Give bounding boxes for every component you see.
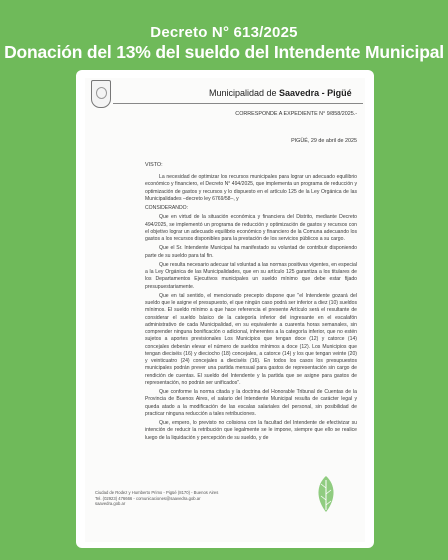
paragraph: Que conforme la norma citada y la doctrina del Honorable Tribunal de Cuentas de la Provincia de Buenos Aires, el salario del Intendente Municipal resulta de carácter legal y queda atado a la modificación de las escalas salariales del personal, sin posibilidad de practicar ninguna reducción a tales retribuciones.	[145, 389, 357, 417]
municipality-name: Saavedra - Pigüé	[279, 88, 352, 98]
paragraph: La necesidad de optimizar los recursos municipales para lograr un adecuado equilibrio económico y financiero, el Decreto N° 494/2025, que implementa un programa de reducción y optimización de gastos y recursos y lo dispuesto en el artículo 125 de la Ley Orgánica de las Municipalidades –decreto ley 6769/58–, y	[145, 174, 357, 202]
expediente-reference: CORRESPONDE A EXPEDIENTE N° 9/858/2025.-	[235, 111, 357, 117]
footer-website: saavedra.gob.ar	[95, 501, 126, 507]
footer-address: Ciudad de Rodez y Humberto Primo - Pigüé (8170) - Buenos Aires	[95, 490, 219, 495]
municipal-crest-icon	[91, 80, 111, 108]
document-footer	[95, 490, 275, 507]
municipality-title	[209, 88, 352, 98]
paragraph: Que, empero, lo previsto no colisiona con la facultad del Intendente de efectivizar su intención de reducir la retribución que legalmente se le impone, siempre que ello se realice luego de la liquidación y percepción de su sueldo, y de	[145, 420, 357, 441]
footer-contact: Tel. (02923) 476666 - comunicaciones@saavedra.gob.ar	[95, 495, 201, 501]
considerando-label: CONSIDERANDO:	[145, 205, 189, 211]
document-date: PIGÜÉ, 29 de abril de 2025	[291, 138, 357, 144]
document-body	[145, 174, 357, 444]
headline: Donación del 13% del sueldo del Intendente Municipal	[4, 42, 444, 62]
paragraph: Que el Sr. Intendente Municipal ha manifestado su voluntad de contribuir disponiendo parte de su sueldo para tal fin.	[145, 245, 357, 259]
document-sheet	[85, 78, 365, 542]
leaf-icon	[313, 474, 339, 514]
municipality-prefix: Municipalidad de	[209, 88, 280, 98]
decree-number: Decreto N° 613/2025	[150, 24, 298, 41]
paragraph: Que en tal sentido, el mencionado precepto dispone que "el Intendente gozará del sueldo que le asigne el presupuesto, el que ningún caso podrá ser inferior a diez (10) sueldos mínimos. El sueldo mínimo a que hace referencia el presente Artículo será el resultante de considerar el sueldo básico de la categoría inferior del ingresante en el escalafón administrativo de cada Municipalidad, en su equivalente a cuarenta horas semanales, sin comprender ninguna bonificación o adicional, inherentes a la categoría inferior, que no estén sujetos a aportes previsionales Los Municipios que tengan doce (12) y catorce (14) concejales deberán elevar el número de sueldos mínimos a doce (12). Los Municipios que tengan dieciséis (16) y dieciocho (18) concejales, a catorce (14) y los que tengan veinte (20) y veinticuatro (24) concejales a dieciséis (16). En todos los casos los presupuestos municipales podrán prever una partida mensual para gastos de representación sin cargo de rendición de cuentas. El sueldo del Intendente y la partida que se asigne para gastos de representación, no podrán ser unificados".	[145, 292, 357, 386]
header-divider	[113, 103, 363, 104]
paragraph: Que en virtud de la situación económica y financiera del Distrito, mediante Decreto 494/2025, se implementó un programa de reducción y optimización de gastos y recursos con el objetivo lograr un adecuado equilibrio económico y financiero de la Comuna adecuando los gastos a los recursos disponibles para la prestación de los servicios públicos a su cargo.	[145, 214, 357, 242]
paragraph: Que resulta necesario adecuar tal voluntad a las normas positivas vigentes, en especial a la Ley Orgánica de las Municipalidades, que en su artículo 125 garantiza a los titulares de los Departamentos Ejecutivos municipales un sueldo mínimo que debe estar fijado presupuestariamente.	[145, 261, 357, 290]
visto-label: VISTO:	[145, 162, 163, 168]
document-card	[76, 70, 374, 548]
